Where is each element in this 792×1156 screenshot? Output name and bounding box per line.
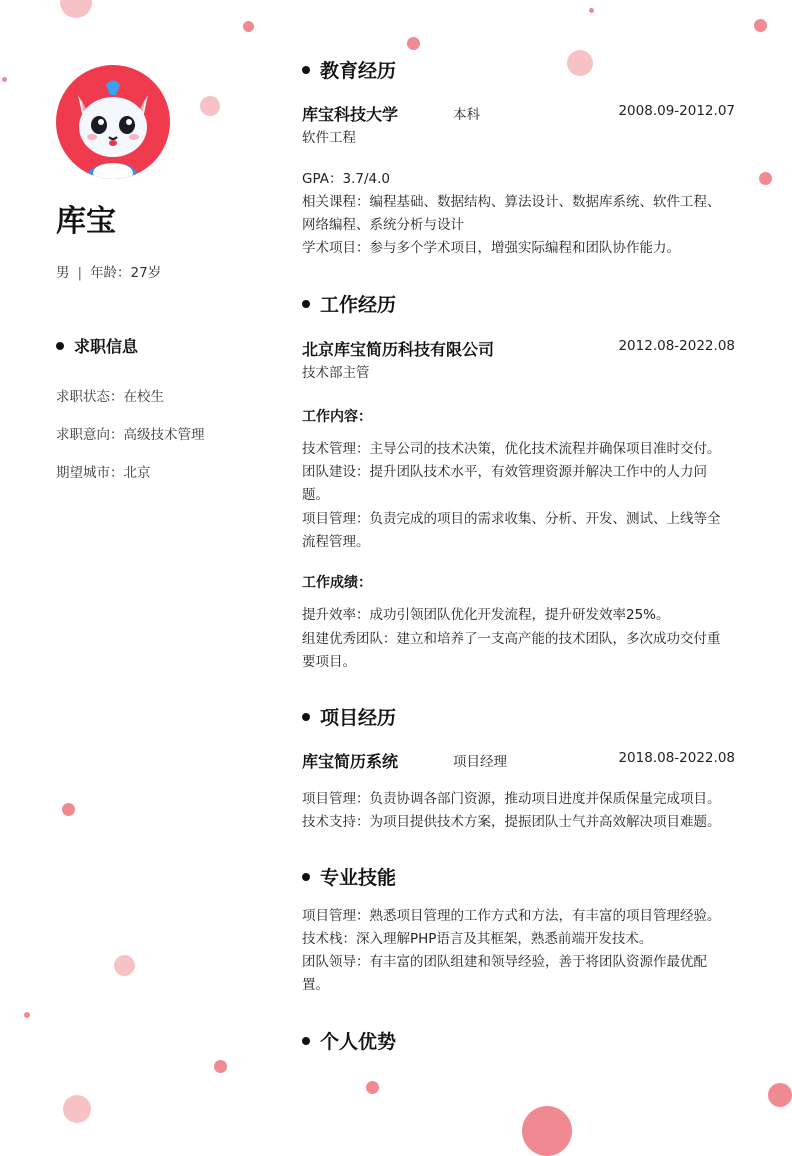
decor-dot	[214, 1060, 227, 1073]
skills-title: 专业技能	[320, 867, 397, 889]
decor-dot	[567, 50, 593, 76]
decor-dot	[200, 96, 220, 116]
work-date: 2012.08-2022.08	[618, 338, 735, 354]
bullet-icon	[302, 300, 310, 308]
education-line: 网络编程、系统分析与设计	[302, 217, 464, 233]
project-name: 库宝简历系统	[302, 752, 399, 771]
work-achieve-line: 提升效率：成功引领团队优化开发流程，提升研发效率25%。	[302, 607, 670, 623]
profile-gender: 男	[56, 265, 70, 281]
education-degree: 本科	[453, 107, 480, 123]
bullet-icon	[302, 713, 310, 721]
bullet-icon	[302, 66, 310, 74]
decor-dot	[24, 1012, 30, 1018]
decor-dot	[589, 8, 594, 13]
work-content-title: 工作内容：	[302, 409, 372, 425]
education-heading	[302, 56, 396, 83]
decor-dot	[754, 19, 767, 32]
project-date: 2018.08-2022.08	[618, 750, 735, 766]
project-line: 项目管理：负责协调各部门资源，推动项目进度并保质保量完成项目。	[302, 791, 721, 807]
project-role: 项目经理	[453, 754, 507, 770]
education-date: 2008.09-2012.07	[618, 103, 735, 119]
decor-dot	[243, 21, 254, 32]
decor-dot	[407, 37, 420, 50]
project-heading	[302, 703, 396, 730]
work-company: 北京库宝简历科技有限公司	[302, 340, 495, 359]
work-achieve-line: 要项目。	[302, 654, 356, 670]
decor-dot	[759, 172, 772, 185]
divider: |	[77, 265, 83, 281]
job-info-title: 求职信息	[74, 337, 139, 356]
decor-dot	[63, 1095, 91, 1123]
education-line: 学术项目：参与多个学术项目，增强实际编程和团队协作能力。	[302, 240, 680, 256]
profile-age: 年龄：27岁	[90, 265, 162, 281]
work-content-line: 流程管理。	[302, 534, 370, 550]
work-content-line: 技术管理：主导公司的技术决策，优化技术流程并确保项目准时交付。	[302, 441, 721, 457]
skills-line: 技术栈：深入理解PHP语言及其框架，熟悉前端开发技术。	[302, 931, 653, 947]
skills-line: 项目管理：熟悉项目管理的工作方式和方法，有丰富的项目管理经验。	[302, 908, 721, 924]
decor-dot	[768, 1083, 792, 1107]
work-achieve-line: 组建优秀团队：建立和培养了一支高产能的技术团队，多次成功交付重	[302, 631, 721, 647]
education-line: 相关课程：编程基础、数据结构、算法设计、数据库系统、软件工程、	[302, 194, 721, 210]
decor-dot	[2, 77, 7, 82]
work-achieve-title: 工作成绩：	[302, 575, 372, 591]
job-intention: 求职意向：高级技术管理	[56, 427, 205, 443]
profile-name: 库宝	[56, 204, 116, 239]
avatar	[56, 65, 170, 179]
job-status: 求职状态：在校生	[56, 389, 164, 405]
cat-mascot-icon	[56, 65, 170, 179]
work-content-line: 团队建设：提升团队技术水平，有效管理资源并解决工作中的人力问	[302, 464, 707, 480]
job-city: 期望城市：北京	[56, 465, 151, 481]
work-position: 技术部主管	[302, 365, 370, 381]
decor-dot	[366, 1081, 379, 1094]
strengths-title: 个人优势	[320, 1031, 397, 1053]
decor-dot	[60, 0, 92, 18]
strengths-heading	[302, 1027, 396, 1054]
bullet-icon	[56, 342, 64, 350]
skills-line: 置。	[302, 977, 329, 993]
education-line: GPA：3.7/4.0	[302, 171, 390, 187]
bullet-icon	[302, 873, 310, 881]
education-major: 软件工程	[302, 130, 356, 146]
bullet-icon	[302, 1037, 310, 1045]
work-content-line: 题。	[302, 487, 329, 503]
decor-dot	[114, 955, 135, 976]
project-line: 技术支持：为项目提供技术方案，提振团队士气并高效解决项目难题。	[302, 814, 721, 830]
work-heading	[302, 290, 396, 317]
decor-dot	[522, 1106, 572, 1156]
work-title: 工作经历	[320, 294, 397, 316]
education-title: 教育经历	[320, 60, 397, 82]
decor-dot	[62, 803, 75, 816]
job-info-heading	[56, 334, 138, 357]
skills-line: 团队领导：有丰富的团队组建和领导经验，善于将团队资源作最优配	[302, 954, 707, 970]
skills-heading	[302, 863, 396, 890]
project-title: 项目经历	[320, 707, 397, 729]
profile-basic	[56, 261, 161, 281]
education-school: 库宝科技大学	[302, 105, 399, 124]
work-content-line: 项目管理：负责完成的项目的需求收集、分析、开发、测试、上线等全	[302, 511, 721, 527]
